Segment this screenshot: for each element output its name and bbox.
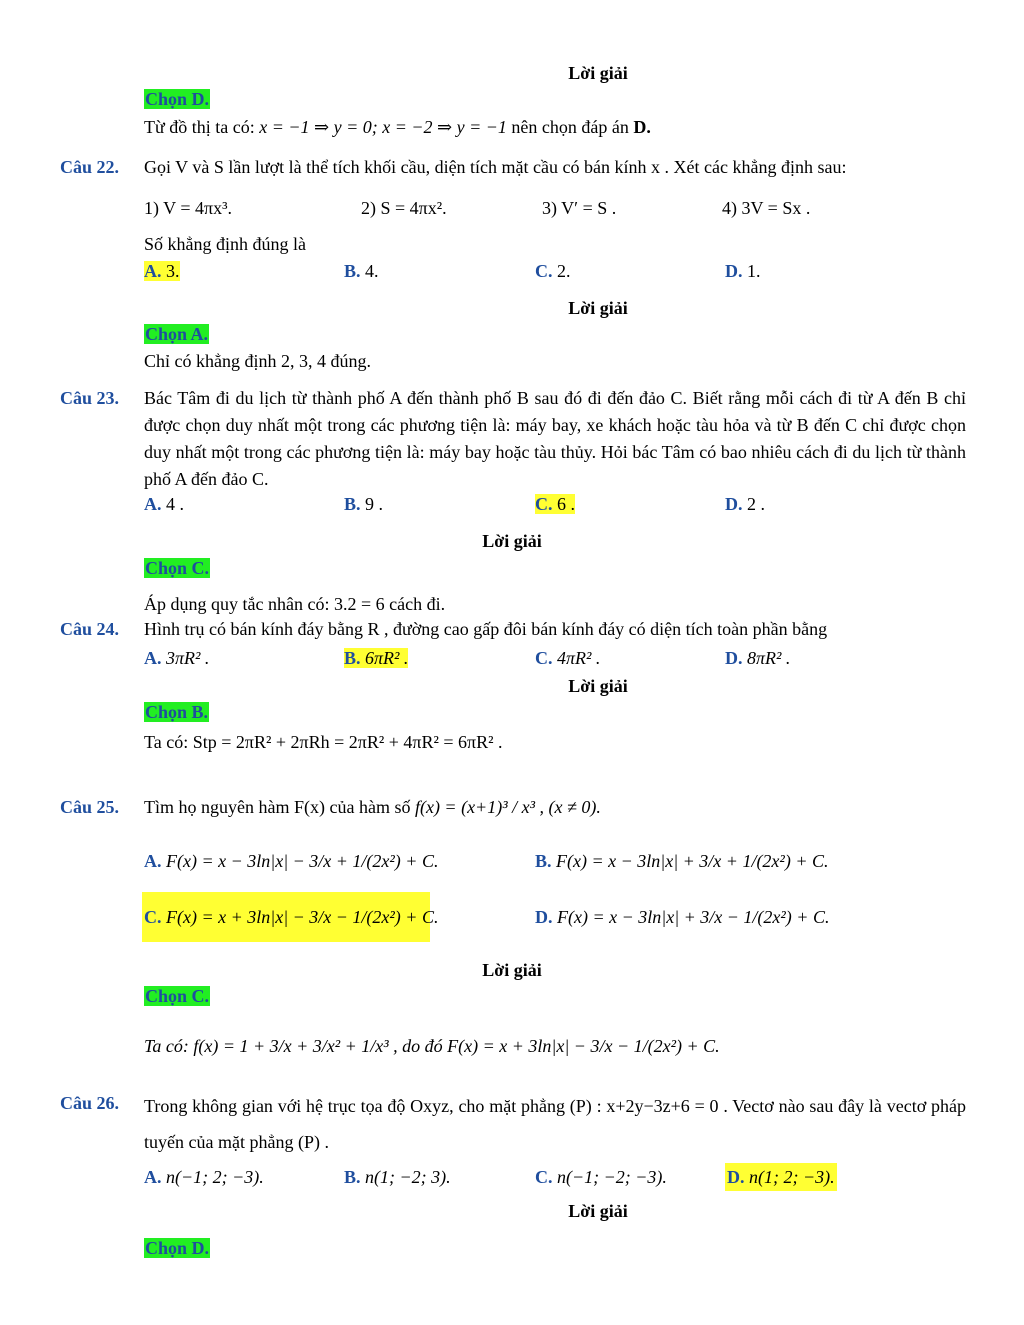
solution-heading: Lời giải <box>568 1201 628 1221</box>
answer-choice-badge: Chọn C. <box>145 558 210 578</box>
option-a[interactable]: A. 3. <box>144 261 180 281</box>
option-b[interactable]: B. F(x) = x − 3ln|x| + 3/x + 1/(2x²) + C. <box>535 851 829 871</box>
solution-heading: Lời giải <box>482 531 542 551</box>
question-label: Câu 22. <box>60 157 120 177</box>
option-c[interactable]: C. 2. <box>535 261 571 281</box>
option-d[interactable]: D. 8πR² . <box>725 648 791 668</box>
option-c[interactable]: C. 6 . <box>535 494 575 514</box>
question-text: Hình trụ có bán kính đáy bằng R , đường cao gấp đôi bán kính đáy có diện tích toàn phần bằng <box>144 619 828 639</box>
option-d[interactable]: D. n(1; 2; −3). <box>725 1166 837 1188</box>
question-label: Câu 25. <box>60 797 120 817</box>
question-label: Câu 23. <box>60 388 120 408</box>
option-c[interactable]: C. n(−1; −2; −3). <box>535 1167 667 1187</box>
solution-text: Ta có: Stp = 2πR² + 2πRh = 2πR² + 4πR² = 6πR² . <box>144 732 503 752</box>
option-b[interactable]: B. 4. <box>344 261 379 281</box>
solution-text: Từ đồ thị ta có: x = −1 ⇒ y = 0; x = −2 ⇒ y = −1 nên chọn đáp án D. <box>144 117 651 137</box>
option-a[interactable]: A. F(x) = x − 3ln|x| − 3/x + 1/(2x²) + C. <box>144 851 439 871</box>
statement-3: 3) V′ = S . <box>542 198 617 218</box>
solution-heading: Lời giải <box>568 676 628 696</box>
option-c[interactable]: C. F(x) = x + 3ln|x| − 3/x − 1/(2x²) + C. <box>144 907 439 927</box>
answer-choice-badge: Chọn D. <box>145 1238 210 1258</box>
option-b[interactable]: B. 9 . <box>344 494 384 514</box>
option-a[interactable]: A. 3πR² . <box>144 648 210 668</box>
question-label: Câu 26. <box>60 1093 120 1113</box>
option-b[interactable]: B. n(1; −2; 3). <box>344 1167 451 1187</box>
answer-choice-badge: Chọn D. <box>145 89 210 109</box>
option-b[interactable]: B. 6πR² . <box>344 648 409 668</box>
statement-4: 4) 3V = Sx . <box>722 198 811 218</box>
option-d[interactable]: D. 2 . <box>725 494 765 514</box>
solution-text: Ta có: f(x) = 1 + 3/x + 3/x² + 1/x³ , do đó F(x) = x + 3ln|x| − 3/x − 1/(2x²) + C. <box>144 1036 720 1056</box>
option-d[interactable]: D. 1. <box>725 261 761 281</box>
solution-heading: Lời giải <box>568 298 628 318</box>
option-d[interactable]: D. F(x) = x − 3ln|x| + 3/x − 1/(2x²) + C. <box>535 907 830 927</box>
solution-heading: Lời giải <box>568 63 628 83</box>
solution-text: Áp dụng quy tắc nhân có: 3.2 = 6 cách đi. <box>144 594 446 614</box>
option-a[interactable]: A. 4 . <box>144 494 184 514</box>
option-c[interactable]: C. 4πR² . <box>535 648 601 668</box>
question-text: Trong không gian với hệ trục tọa độ Oxyz, cho mặt phẳng (P) : x+2y−3z+6 = 0 . Vectơ nào sau đây là vectơ pháp tuyến của mặt phẳng (P) . <box>144 1096 966 1152</box>
statement-2: 2) S = 4πx². <box>361 198 447 218</box>
question-text: Gọi V và S lần lượt là thể tích khối cầu, diện tích mặt cầu có bán kính x . Xét các khẳng định sau: <box>144 157 847 177</box>
question-label: Câu 24. <box>60 619 120 639</box>
answer-choice-badge: Chọn A. <box>145 324 209 344</box>
solution-text: Chỉ có khẳng định 2, 3, 4 đúng. <box>144 351 371 371</box>
answer-choice-badge: Chọn C. <box>145 986 210 1006</box>
question-text: Bác Tâm đi du lịch từ thành phố A đến thành phố B sau đó đi đến đảo C. Biết rằng mỗi cách đi từ A đến B chỉ được chọn duy nhất một trong các phương tiện là: máy bay, xe khách hoặc tàu hỏa và từ B đến C chỉ được chọn duy nhất một trong các phương tiện là: máy bay hoặc tàu thủy. Hỏi bác Tâm có bao nhiêu cách đi du lịch từ thành phố A đến đảo C. <box>144 388 966 489</box>
answer-choice-badge: Chọn B. <box>145 702 209 722</box>
statement-1: 1) V = 4πx³. <box>144 198 232 218</box>
question-text: Tìm họ nguyên hàm F(x) của hàm số f(x) = (x+1)³ / x³ , (x ≠ 0). <box>144 797 601 817</box>
question-prompt: Số khẳng định đúng là <box>144 234 306 254</box>
option-a[interactable]: A. n(−1; 2; −3). <box>144 1167 264 1187</box>
solution-heading: Lời giải <box>482 960 542 980</box>
